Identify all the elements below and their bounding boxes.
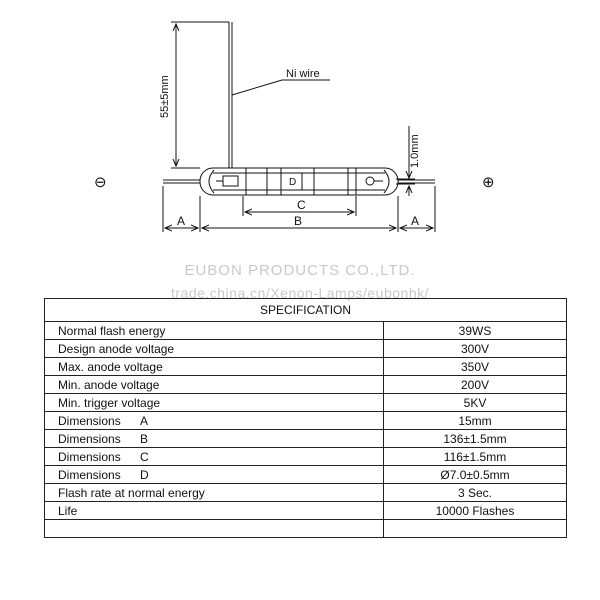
specification-title: SPECIFICATION [45,299,567,322]
spec-value: 136±1.5mm [384,430,567,448]
spec-value: 15mm [384,412,567,430]
spec-label: Flash rate at normal energy [45,484,384,502]
table-row [45,340,567,358]
spec-label-text: Dimensions [58,449,121,464]
spec-label-text: Dimensions [58,413,121,428]
table-row [45,520,567,538]
dimension-a-right-label: A [411,214,420,228]
specification-rows [45,322,567,538]
dimension-a-left-label: A [177,214,186,228]
spec-label [45,412,384,430]
cathode-minus-symbol: ⊖ [94,174,107,191]
spec-value: 39WS [384,322,567,340]
length-dimension-label: 55±5mm [159,75,171,118]
spec-label-text: Dimensions [58,431,121,446]
specification-table [44,298,567,538]
lamp-technical-drawing [0,0,600,260]
spec-dimension-letter: B [140,431,149,446]
spec-value: 300V [384,340,567,358]
spec-label [45,466,384,484]
spec-label: Life [45,502,384,520]
table-row [45,358,567,376]
spec-value [384,520,567,538]
table-row [45,502,567,520]
table-row [45,484,567,502]
table-row [45,430,567,448]
table-row [45,448,567,466]
spec-label: Design anode voltage [45,340,384,358]
table-row [45,412,567,430]
spec-label [45,448,384,466]
spec-dimension-letter: A [140,413,149,428]
spec-value: 116±1.5mm [384,448,567,466]
spec-label: Max. anode voltage [45,358,384,376]
watermark-company: EUBON PRODUCTS CO.,LTD. [184,262,416,279]
table-row [45,322,567,340]
spec-value: 10000 Flashes [384,502,567,520]
spec-label: Min. trigger voltage [45,394,384,412]
watermark-url: trade.china.cn/Xenon-Lamps/eubonhk/ [171,285,429,301]
spec-value: 350V [384,358,567,376]
spec-label-text: Dimensions [58,467,121,482]
ni-wire-label: Ni wire [286,68,320,80]
spec-label [45,430,384,448]
table-row [45,394,567,412]
spec-value: 5KV [384,394,567,412]
dimension-b-label: B [294,214,303,228]
table-row [45,376,567,394]
table-row [45,466,567,484]
thickness-dimension-label: 1.0mm [409,134,421,168]
dimension-c-label: C [297,198,306,212]
spec-value: 200V [384,376,567,394]
spec-value: Ø7.0±0.5mm [384,466,567,484]
spec-dimension-letter: D [140,467,149,482]
spec-label: Min. anode voltage [45,376,384,394]
spec-value: 3 Sec. [384,484,567,502]
spec-label: Normal flash energy [45,322,384,340]
anode-plus-symbol: ⊕ [482,174,495,191]
spec-label [45,520,384,538]
spec-dimension-letter: C [140,449,149,464]
dimension-d-label: D [289,177,297,188]
